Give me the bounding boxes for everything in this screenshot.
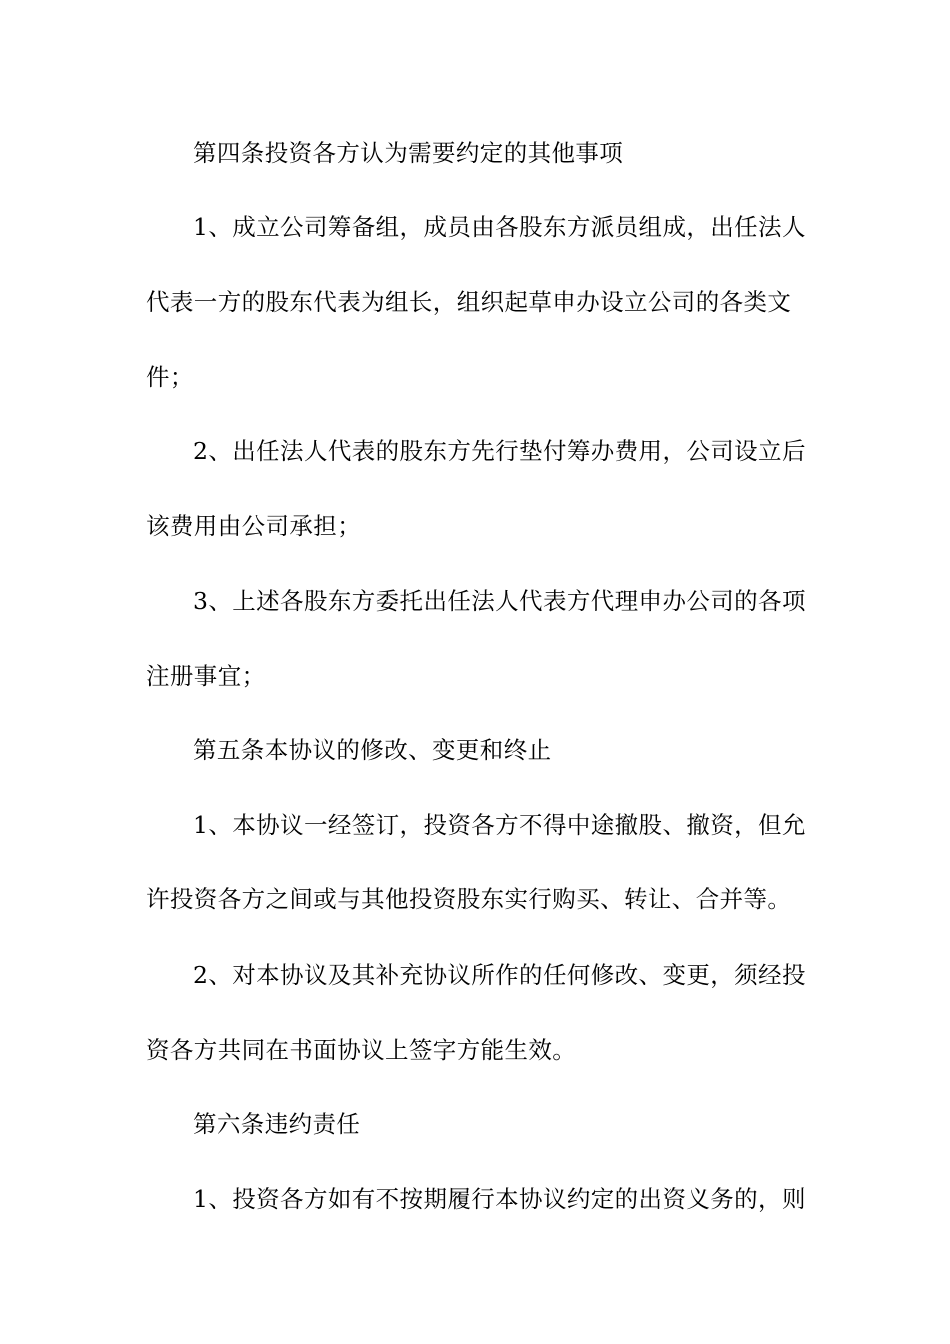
article-4-heading: 第四条投资各方认为需要约定的其他事项 (193, 139, 624, 167)
article-5-item-1-line-1: 1、本协议一经签订，投资各方不得中途撤股、撤资，但允 (193, 811, 806, 839)
article-4-item-1-line-3: 件； (146, 363, 194, 391)
article-5-item-2-line-2: 资各方共同在书面协议上签字方能生效。 (146, 1036, 577, 1064)
article-6-item-1-line-1: 1、投资各方如有不按期履行本协议约定的出资义务的，则 (193, 1185, 806, 1213)
article-5-item-1-line-2: 许投资各方之间或与其他投资股东实行购买、转让、合并等。 (146, 885, 792, 913)
article-4-item-1-line-2: 代表一方的股东代表为组长，组织起草申办设立公司的各类文 (146, 288, 792, 316)
article-4-item-2-line-1: 2、出任法人代表的股东方先行垫付筹办费用，公司设立后 (193, 437, 806, 465)
article-4-item-1-line-1: 1、成立公司筹备组，成员由各股东方派员组成，出任法人 (193, 213, 806, 241)
article-4-item-3-line-1: 3、上述各股东方委托出任法人代表方代理申办公司的各项 (193, 587, 806, 615)
article-5-heading: 第五条本协议的修改、变更和终止 (193, 736, 552, 764)
article-5-item-2-line-1: 2、对本协议及其补充协议所作的任何修改、变更，须经投 (193, 961, 806, 989)
article-4-item-3-line-2: 注册事宜； (146, 662, 266, 690)
article-4-item-2-line-2: 该费用由公司承担； (146, 512, 362, 540)
article-6-heading: 第六条违约责任 (193, 1110, 361, 1138)
